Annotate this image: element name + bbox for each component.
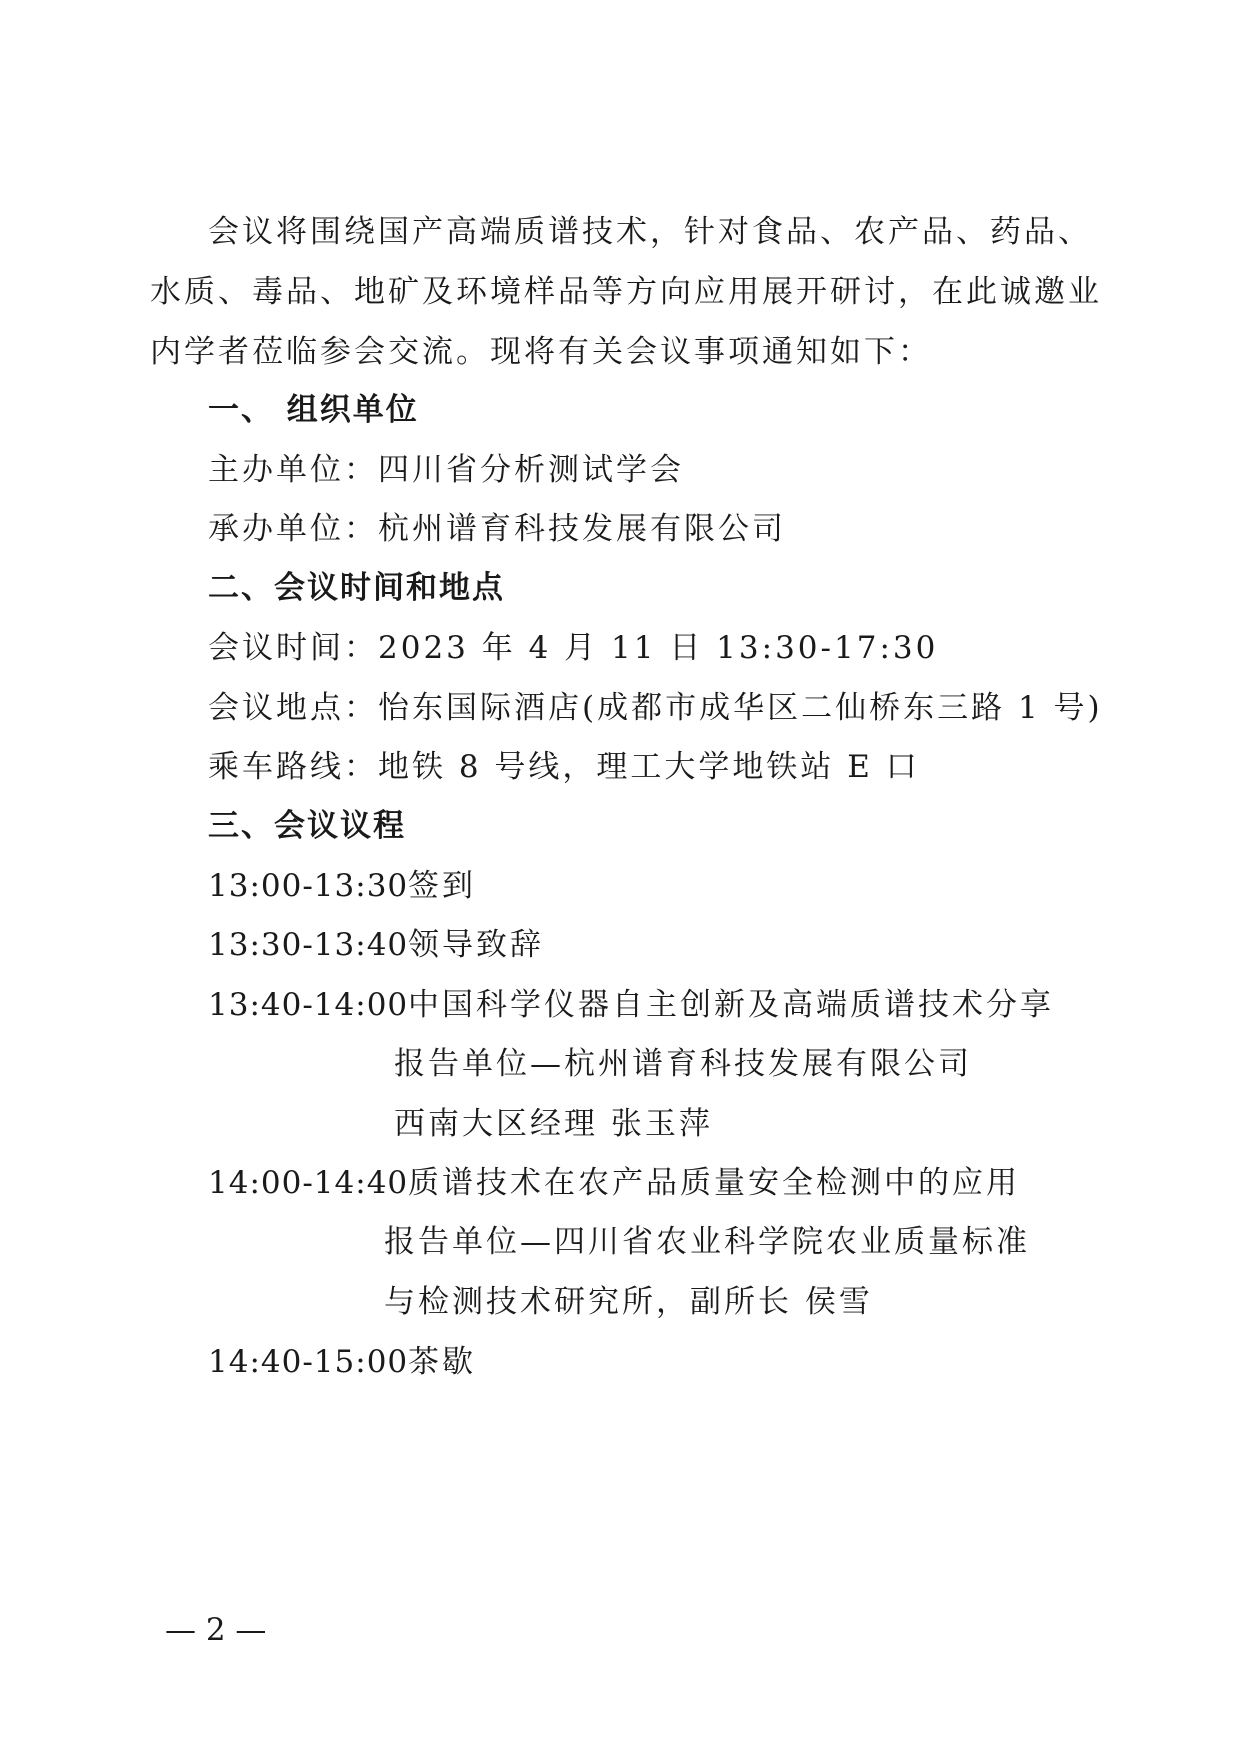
section-1-heading: 一、 组织单位 — [208, 392, 419, 428]
agenda-item — [208, 925, 544, 965]
section-3-heading: 三、会议议程 — [208, 808, 406, 844]
agenda-item — [208, 1163, 1020, 1203]
agenda-topic: 质谱技术在农产品质量安全检测中的应用 — [408, 1165, 1020, 1201]
host-unit: 主办单位：四川省分析测试学会 — [208, 452, 684, 488]
section-2-heading: 二、会议时间和地点 — [208, 570, 505, 606]
agenda-topic: 领导致辞 — [408, 927, 544, 963]
intro-line-2: 水质、毒品、地矿及环境样品等方向应用展开研讨，在此诚邀业 — [150, 274, 1102, 310]
agenda-time: 13:00-13:30 — [208, 868, 409, 904]
agenda-reporter: 报告单位—四川省农业科学院农业质量标准 — [384, 1224, 1030, 1260]
agenda-item — [208, 866, 476, 906]
transport-route: 乘车路线：地铁 8 号线，理工大学地铁站 E 口 — [208, 749, 920, 785]
agenda-topic: 中国科学仪器自主创新及高端质谱技术分享 — [408, 987, 1054, 1023]
intro-line-3: 内学者莅临参会交流。现将有关会议事项通知如下： — [150, 334, 932, 370]
organizer-unit: 承办单位：杭州谱育科技发展有限公司 — [208, 511, 786, 547]
agenda-item — [208, 1342, 476, 1382]
meeting-time: 会议时间：2023 年 4 月 11 日 13:30-17:30 — [208, 630, 939, 666]
agenda-speaker: 西南大区经理 张玉萍 — [394, 1106, 713, 1142]
page-number: — 2 — — [165, 1612, 267, 1648]
agenda-time: 13:40-14:00 — [208, 987, 409, 1023]
intro-line-1: 会议将围绕国产高端质谱技术，针对食品、农产品、药品、 — [208, 214, 1092, 250]
agenda-reporter: 报告单位—杭州谱育科技发展有限公司 — [394, 1046, 972, 1082]
agenda-speaker: 与检测技术研究所，副所长 侯雪 — [384, 1284, 873, 1320]
agenda-topic: 茶歇 — [408, 1344, 476, 1380]
agenda-item — [208, 985, 1054, 1025]
agenda-time: 14:40-15:00 — [208, 1344, 409, 1380]
agenda-time: 14:00-14:40 — [208, 1165, 409, 1201]
agenda-topic: 签到 — [408, 868, 476, 904]
agenda-time: 13:30-13:40 — [208, 927, 409, 963]
meeting-place: 会议地点：怡东国际酒店(成都市成华区二仙桥东三路 1 号) — [208, 690, 1103, 726]
